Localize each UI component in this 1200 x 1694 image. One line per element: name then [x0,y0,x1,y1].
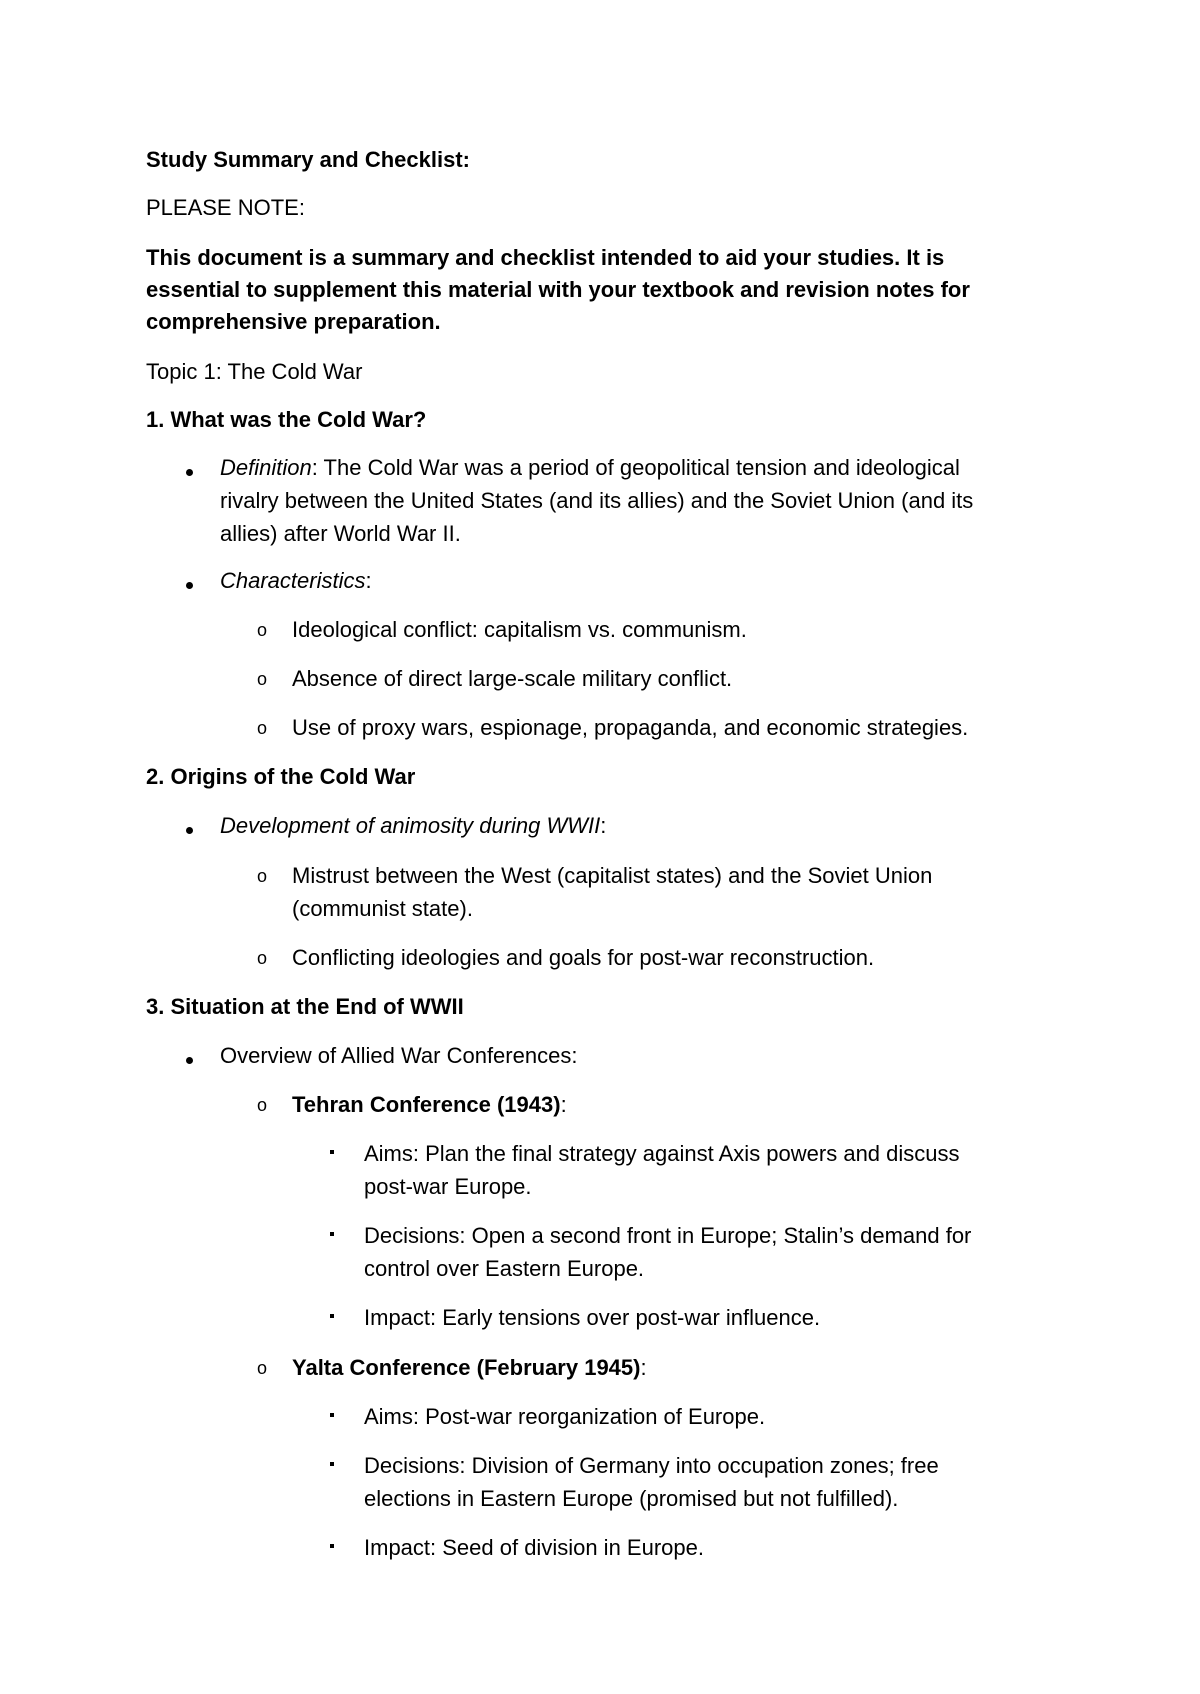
tehran-aims-line-1: Aims: Plan the final strategy against Axis powers and discuss [364,1141,960,1166]
bullet-square-icon [330,1150,334,1154]
bullet-square-icon [330,1413,334,1417]
document-title: Study Summary and Checklist: [146,147,470,172]
animosity-label: Development of animosity during WWII [220,813,601,838]
yalta-decisions-line-1: Decisions: Division of Germany into occupation zones; free [364,1453,939,1478]
tehran-impact: Impact: Early tensions over post-war influence. [364,1305,821,1330]
note-line-3: comprehensive preparation. [146,309,441,334]
section2-heading: 2. Origins of the Cold War [146,764,416,789]
characteristics-label: Characteristics [220,568,366,593]
bullet-o-icon: o [257,620,268,640]
bullet-o-icon: o [257,866,268,886]
characteristic-item: Absence of direct large-scale military conflict. [292,666,733,691]
bullet-o-icon: o [257,718,268,738]
bullet-dot-icon [186,1057,193,1064]
bullet-square-icon [330,1314,334,1318]
bullet-square-icon [330,1232,334,1236]
bullet-o-icon: o [257,1095,268,1115]
topic-heading: Topic 1: The Cold War [146,359,363,384]
note-line-2: essential to supplement this material with your textbook and revision notes for [146,277,970,302]
yalta-title: Yalta Conference (February 1945) [292,1355,641,1380]
tehran-decisions-line-2: control over Eastern Europe. [364,1256,645,1281]
definition-text: : The Cold War was a period of geopolitical tension and ideological [311,455,960,480]
bullet-dot-icon [186,469,193,476]
bullet-square-icon [330,1544,334,1548]
yalta-impact: Impact: Seed of division in Europe. [364,1535,704,1560]
definition-line-3: allies) after World War II. [220,521,461,546]
definition-line-2: rivalry between the United States (and its allies) and the Soviet Union (and its [220,488,974,513]
animosity-colon: : [600,813,607,838]
animosity-line [220,810,606,842]
bullet-o-icon: o [257,1358,268,1378]
tehran-title: Tehran Conference (1943) [292,1092,561,1117]
yalta-aims: Aims: Post-war reorganization of Europe. [364,1404,766,1429]
tehran-heading [292,1089,567,1121]
definition-line-1 [220,452,960,484]
yalta-decisions-line-2: elections in Eastern Europe (promised but not fulfilled). [364,1486,899,1511]
tehran-aims-line-2: post-war Europe. [364,1174,532,1199]
bullet-dot-icon [186,827,193,834]
tehran-decisions-line-1: Decisions: Open a second front in Europe; Stalin’s demand for [364,1223,972,1248]
bullet-o-icon: o [257,669,268,689]
tehran-colon: : [560,1092,567,1117]
section1-heading: 1. What was the Cold War? [146,407,427,432]
yalta-colon: : [640,1355,647,1380]
origins-item-2: Conflicting ideologies and goals for post-war reconstruction. [292,945,875,970]
characteristics-colon: : [365,568,372,593]
bullet-o-icon: o [257,948,268,968]
origins-item-1-line-2: (communist state). [292,896,473,921]
yalta-heading [292,1352,647,1384]
conferences-overview: Overview of Allied War Conferences: [220,1043,578,1068]
bullet-dot-icon [186,582,193,589]
note-heading: PLEASE NOTE: [146,195,305,220]
section3-heading: 3. Situation at the End of WWII [146,994,464,1019]
characteristic-item: Ideological conflict: capitalism vs. communism. [292,617,747,642]
origins-item-1-line-1: Mistrust between the West (capitalist states) and the Soviet Union [292,863,933,888]
definition-label: Definition [220,455,312,480]
characteristic-item: Use of proxy wars, espionage, propaganda, and economic strategies. [292,715,969,740]
note-line-1: This document is a summary and checklist intended to aid your studies. It is [146,245,945,270]
bullet-square-icon [330,1462,334,1466]
characteristics-line [220,565,372,597]
